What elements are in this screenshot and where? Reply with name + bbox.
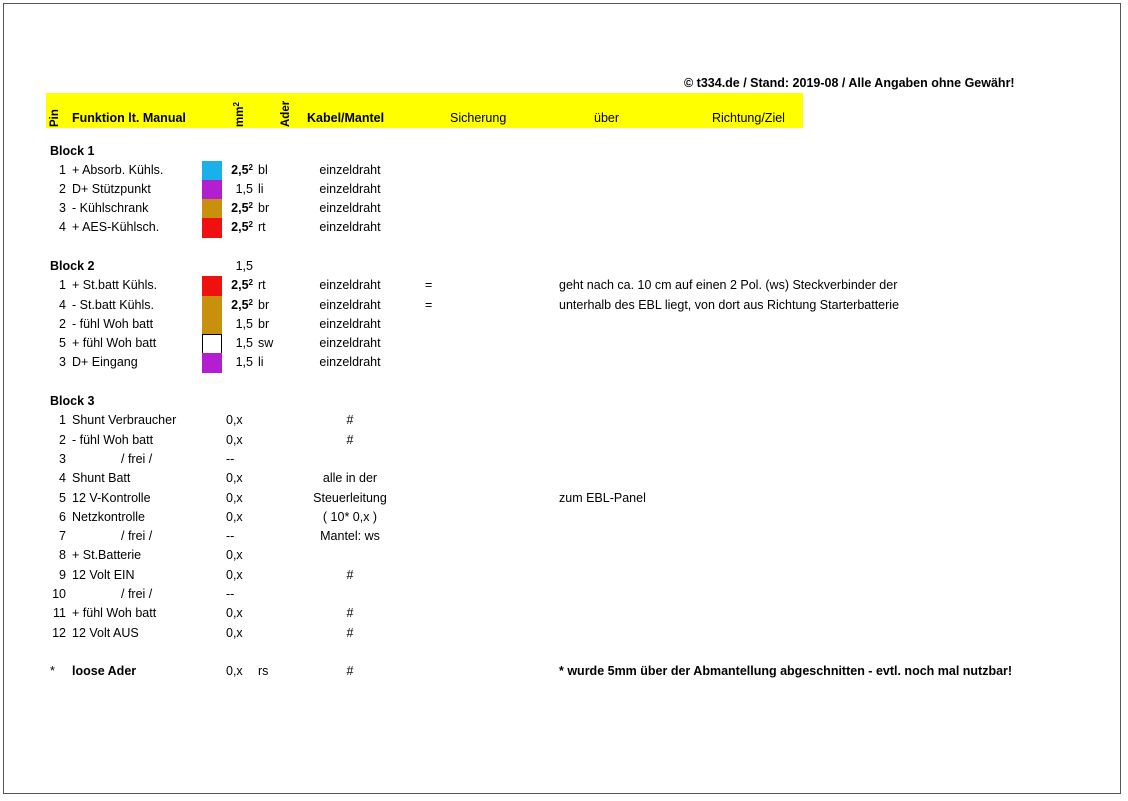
cable-type: einzeldraht [319,278,381,292]
pin-number: 12 [52,626,66,640]
target-direction: unterhalb des EBL liegt, von dort aus Richtung Starterbatterie [559,298,900,312]
cable-type: # [346,568,354,582]
function-label: + St.Batterie [72,548,142,562]
wire-color-code: li [258,355,264,369]
pin-number: 9 [59,568,66,582]
cross-section: 0,x [226,626,243,640]
function-label: + AES-Kühlsch. [72,220,160,234]
cross-section: 0,x [226,471,243,485]
cable-type: ( 10* 0,x ) [322,510,378,524]
function-label: + St.batt Kühls. [72,278,158,292]
cross-section: 1,5 [235,182,253,196]
table-row [0,199,1128,217]
pin-number: 2 [59,433,66,447]
cross-section: 0,x [226,510,243,524]
cross-section: -- [226,452,235,466]
cross-section: $2,5^2$ [231,201,253,215]
table-row [0,585,1128,603]
cable-type: Mantel: ws [320,529,380,543]
cross-section: 0,x [226,413,243,427]
block-title: Block 1 [50,144,95,158]
table-row [0,353,1128,371]
function-label: + fühl Woh batt [72,336,157,350]
header-funktion: Funktion lt. Manual [72,111,186,125]
wire-color-code: rt [258,220,266,234]
function-label: 12 Volt AUS [72,626,139,640]
wire-color-code: sw [258,336,274,350]
pin-number: 1 [59,163,66,177]
header-ader: Ader [280,100,292,127]
block-title: Block 2 [50,259,95,273]
function-label: / frei / [121,452,153,466]
cable-type: # [346,606,354,620]
table-row [0,315,1128,333]
table-row [0,180,1128,198]
cross-section: 0,x [226,433,243,447]
fuse-value: = [425,298,433,312]
cable-type: Steuerleitung [313,491,387,505]
table-row [0,566,1128,584]
header-mm2: $mm^2$ [232,102,246,127]
cable-type: # [346,433,354,447]
credit-note: © t334.de / Stand: 2019-08 / Alle Angaben ohne Gewähr! [684,76,1015,90]
table-row [0,431,1128,449]
table-row [0,411,1128,429]
function-label: + Absorb. Kühls. [72,163,164,177]
cross-section: -- [226,587,235,601]
block-heading-row [0,142,1128,160]
header-richtung: Richtung/Ziel [712,111,785,125]
cross-section: 0,x [226,568,243,582]
cross-section: $2,5^2$ [231,163,253,177]
function-label: / frei / [121,529,153,543]
cross-section: 0,x [226,664,243,678]
pin-number: 2 [59,182,66,196]
fuse-value: = [425,278,433,292]
cross-section: $2,5^2$ [231,220,253,234]
wire-color-code: li [258,182,264,196]
pin-number: 1 [59,413,66,427]
target-direction: * wurde 5mm über der Abmantellung abgeschnitten - evtl. noch mal nutzbar! [559,664,1013,678]
function-label: - fühl Woh batt [72,433,154,447]
function-label: - Kühlschrank [72,201,149,215]
pin-number: 6 [59,510,66,524]
block-heading-row [0,392,1128,410]
function-label: + fühl Woh batt [72,606,157,620]
wire-color-code: br [258,317,270,331]
cross-section: $2,5^2$ [231,278,253,292]
table-row [0,604,1128,622]
pin-number: 5 [59,336,66,350]
target-direction: geht nach ca. 10 cm auf einen 2 Pol. (ws) Steckverbinder der [559,278,898,292]
header-sicherung: Sicherung [450,111,507,125]
cable-type: # [346,626,354,640]
function-label: Netzkontrolle [72,510,145,524]
cable-type: # [346,413,354,427]
header-pin: Pin [49,109,61,127]
header-row [46,93,803,128]
pin-number: 7 [59,529,66,543]
table-row [0,296,1128,314]
wire-color-code: rt [258,278,266,292]
pin-number: 1 [59,278,66,292]
cross-section: -- [226,529,235,543]
pin-number: 3 [59,201,66,215]
pin-number: 11 [53,606,66,620]
table-row [0,508,1128,526]
block-heading-row [0,257,1128,275]
pin-number: 5 [59,491,66,505]
function-label: 12 Volt EIN [72,568,135,582]
pin-number: 3 [59,452,66,466]
wire-color-code: br [258,298,270,312]
function-label: Shunt Verbraucher [72,413,177,427]
target-direction: zum EBL-Panel [559,491,646,505]
table-row [0,450,1128,468]
function-label: / frei / [121,587,153,601]
table-row [0,546,1128,564]
pin-number: * [50,664,55,678]
cable-type: einzeldraht [319,317,381,331]
cable-type: einzeldraht [319,298,381,312]
cable-type: einzeldraht [319,182,381,196]
cable-type: einzeldraht [319,163,381,177]
pin-number: 8 [59,548,66,562]
function-label: D+ Eingang [72,355,138,369]
function-label: D+ Stützpunkt [72,182,151,196]
block-title: Block 3 [50,394,95,408]
table-row [0,527,1128,545]
function-label: Shunt Batt [72,471,131,485]
cross-section: 1,5 [235,317,253,331]
pin-number: 4 [59,298,66,312]
pin-number: 10 [52,587,66,601]
function-label: - St.batt Kühls. [72,298,154,312]
cross-section: 1,5 [235,355,253,369]
table-row [0,161,1128,179]
cable-type: einzeldraht [319,201,381,215]
header-ueber: über [594,111,620,125]
pin-number: 2 [59,317,66,331]
table-row [0,334,1128,352]
cable-type: alle in der [322,471,378,485]
pin-number: 3 [59,355,66,369]
table-row [0,662,1128,680]
pin-number: 4 [59,220,66,234]
wire-color-code: br [258,201,270,215]
cross-section: 1,5 [235,336,253,350]
cable-type: einzeldraht [319,355,381,369]
table-row [0,489,1128,507]
function-label: loose Ader [72,664,137,678]
table-row [0,624,1128,642]
wire-color-code: rs [258,664,269,678]
table-row [0,218,1128,236]
header-kabel: Kabel/Mantel [307,111,385,125]
wire-color-code: bl [258,163,268,177]
cross-section: 0,x [226,548,243,562]
cable-type: einzeldraht [319,220,381,234]
cable-type: einzeldraht [319,336,381,350]
function-label: - fühl Woh batt [72,317,154,331]
cross-section: 1,5 [235,259,253,273]
cross-section: 0,x [226,491,243,505]
cable-type: # [346,664,354,678]
table-row [0,276,1128,294]
pin-number: 4 [59,471,66,485]
table-row [0,469,1128,487]
cross-section: 0,x [226,606,243,620]
function-label: 12 V-Kontrolle [72,491,151,505]
cross-section: $2,5^2$ [231,298,253,312]
